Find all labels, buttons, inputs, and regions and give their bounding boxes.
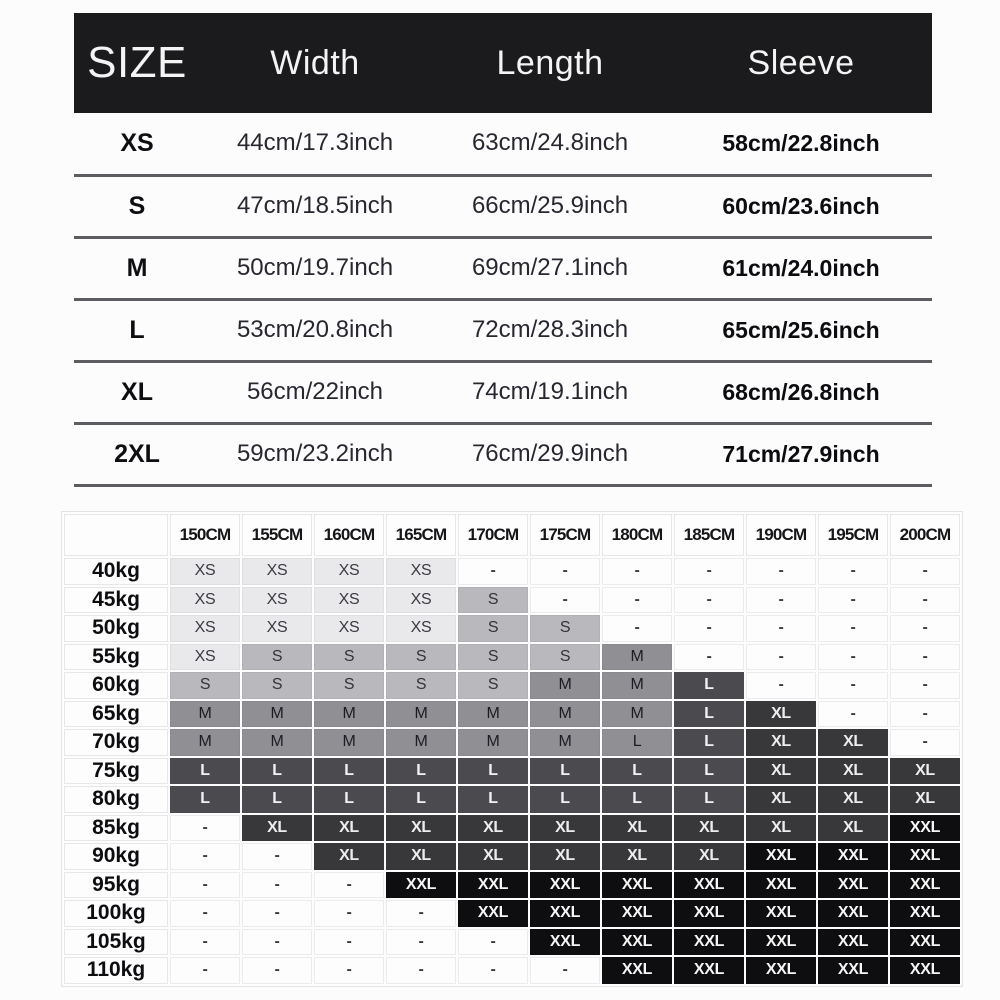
- width-value: 50cm/19.7inch: [236, 254, 394, 281]
- fit-matrix-row: [64, 957, 960, 984]
- fit-cell: M: [386, 729, 456, 756]
- fit-cell: XS: [314, 587, 384, 614]
- fit-cell: L: [314, 758, 384, 785]
- height-col-header: 175CM: [530, 514, 600, 556]
- fit-cell: XXL: [818, 843, 888, 870]
- fit-cell: -: [386, 957, 456, 984]
- fit-cell: S: [170, 672, 240, 699]
- fit-cell: XL: [458, 843, 528, 870]
- fit-cell: -: [170, 843, 240, 870]
- fit-cell: XXL: [674, 957, 744, 984]
- fit-matrix-row: [64, 729, 960, 756]
- height-col-header: 180CM: [602, 514, 672, 556]
- width-value: 53cm/20.8inch: [236, 316, 394, 343]
- size-table-row: [74, 423, 932, 485]
- fit-cell: -: [242, 957, 312, 984]
- fit-cell: XL: [458, 815, 528, 842]
- height-col-header: 195CM: [818, 514, 888, 556]
- size-table-header-row: [74, 13, 932, 113]
- fit-cell: -: [242, 900, 312, 927]
- fit-cell: -: [890, 615, 960, 642]
- fit-cell: XL: [746, 815, 816, 842]
- fit-cell: -: [890, 587, 960, 614]
- size-table-row: [74, 113, 932, 175]
- fit-cell: L: [170, 786, 240, 813]
- fit-cell: S: [314, 644, 384, 671]
- fit-cell: XXL: [602, 900, 672, 927]
- fit-cell: XL: [602, 843, 672, 870]
- fit-cell: XXL: [890, 900, 960, 927]
- height-col-header: 155CM: [242, 514, 312, 556]
- fit-cell: L: [170, 758, 240, 785]
- fit-cell: L: [530, 786, 600, 813]
- fit-cell: -: [890, 729, 960, 756]
- width-value: 44cm/17.3inch: [236, 129, 394, 157]
- fit-cell: XXL: [890, 815, 960, 842]
- weight-row-label: 55kg: [64, 644, 168, 671]
- fit-matrix-corner-cell: [64, 514, 168, 556]
- weight-row-label: 85kg: [64, 815, 168, 842]
- fit-cell: XS: [170, 558, 240, 585]
- fit-cell: L: [530, 758, 600, 785]
- fit-cell: -: [314, 900, 384, 927]
- fit-cell: L: [386, 758, 456, 785]
- fit-cell: -: [314, 957, 384, 984]
- fit-cell: XXL: [458, 872, 528, 899]
- fit-cell: -: [458, 957, 528, 984]
- weight-row-label: 100kg: [64, 900, 168, 927]
- fit-cell: L: [386, 786, 456, 813]
- fit-cell: XL: [818, 758, 888, 785]
- fit-cell: XL: [890, 758, 960, 785]
- fit-cell: XXL: [386, 872, 456, 899]
- fit-cell: XL: [674, 843, 744, 870]
- fit-cell: XXL: [890, 929, 960, 956]
- fit-cell: XL: [818, 786, 888, 813]
- weight-row-label: 105kg: [64, 929, 168, 956]
- fit-cell: S: [242, 672, 312, 699]
- fit-cell: XL: [890, 786, 960, 813]
- fit-cell: -: [746, 558, 816, 585]
- fit-cell: XL: [242, 815, 312, 842]
- weight-row-label: 110kg: [64, 957, 168, 984]
- fit-cell: -: [242, 872, 312, 899]
- length-value: 63cm/24.8inch: [471, 129, 629, 157]
- height-col-header: 165CM: [386, 514, 456, 556]
- fit-cell: XL: [530, 843, 600, 870]
- fit-matrix-row: [64, 701, 960, 728]
- height-col-header: 190CM: [746, 514, 816, 556]
- fit-cell: XL: [818, 729, 888, 756]
- fit-cell: XL: [314, 843, 384, 870]
- size-table-row: [74, 175, 932, 237]
- fit-cell: -: [314, 929, 384, 956]
- size-label: S: [128, 191, 146, 220]
- fit-cell: M: [530, 672, 600, 699]
- fit-cell: M: [314, 701, 384, 728]
- fit-cell: XS: [170, 587, 240, 614]
- fit-cell: L: [242, 758, 312, 785]
- fit-cell: L: [674, 729, 744, 756]
- fit-cell: -: [746, 615, 816, 642]
- fit-cell: -: [674, 644, 744, 671]
- weight-row-label: 60kg: [64, 672, 168, 699]
- fit-cell: M: [170, 729, 240, 756]
- fit-matrix-row: [64, 758, 960, 785]
- fit-cell: S: [458, 587, 528, 614]
- fit-cell: XL: [314, 815, 384, 842]
- length-value: 66cm/25.9inch: [471, 192, 629, 219]
- fit-cell: S: [458, 672, 528, 699]
- fit-cell: -: [818, 644, 888, 671]
- weight-row-label: 70kg: [64, 729, 168, 756]
- fit-cell: -: [170, 929, 240, 956]
- size-label: 2XL: [114, 439, 160, 468]
- fit-cell: XXL: [602, 957, 672, 984]
- fit-cell: -: [818, 672, 888, 699]
- fit-cell: XS: [314, 615, 384, 642]
- fit-matrix-body: [64, 558, 960, 984]
- fit-cell: XS: [170, 615, 240, 642]
- size-col-header-length: Length: [496, 43, 604, 82]
- sleeve-value: 68cm/26.8inch: [722, 378, 880, 405]
- fit-cell: XL: [386, 815, 456, 842]
- fit-matrix-row: [64, 843, 960, 870]
- fit-cell: -: [890, 644, 960, 671]
- size-col-header-sleeve: Sleeve: [747, 43, 855, 82]
- fit-cell: -: [674, 558, 744, 585]
- fit-cell: XXL: [674, 900, 744, 927]
- fit-cell: -: [818, 558, 888, 585]
- size-table-body: [74, 113, 932, 485]
- fit-matrix-row: [64, 587, 960, 614]
- weight-row-label: 50kg: [64, 615, 168, 642]
- fit-cell: XL: [746, 701, 816, 728]
- fit-cell: XXL: [818, 957, 888, 984]
- width-value: 47cm/18.5inch: [236, 192, 394, 219]
- fit-cell: XL: [746, 758, 816, 785]
- fit-cell: -: [242, 843, 312, 870]
- fit-cell: S: [314, 672, 384, 699]
- fit-cell: -: [890, 701, 960, 728]
- fit-cell: M: [530, 701, 600, 728]
- fit-cell: XL: [818, 815, 888, 842]
- fit-cell: M: [242, 701, 312, 728]
- fit-cell: -: [746, 644, 816, 671]
- fit-cell: -: [170, 872, 240, 899]
- fit-cell: -: [458, 558, 528, 585]
- height-col-header: 185CM: [674, 514, 744, 556]
- fit-cell: -: [890, 672, 960, 699]
- size-col-header-width: Width: [270, 43, 360, 82]
- fit-cell: L: [674, 758, 744, 785]
- size-table-row: [74, 237, 932, 299]
- fit-cell: XS: [242, 587, 312, 614]
- height-col-header: 150CM: [170, 514, 240, 556]
- fit-cell: XXL: [674, 929, 744, 956]
- sleeve-value: 61cm/24.0inch: [722, 254, 880, 281]
- height-col-header: 170CM: [458, 514, 528, 556]
- height-weight-fit-matrix: [62, 512, 962, 986]
- fit-cell: XXL: [890, 872, 960, 899]
- fit-matrix-row: [64, 558, 960, 585]
- weight-row-label: 75kg: [64, 758, 168, 785]
- fit-cell: -: [170, 900, 240, 927]
- fit-cell: XS: [386, 587, 456, 614]
- size-col-header-size: SIZE: [87, 38, 187, 87]
- fit-cell: XXL: [746, 843, 816, 870]
- fit-cell: L: [602, 729, 672, 756]
- fit-cell: M: [602, 672, 672, 699]
- fit-cell: M: [458, 729, 528, 756]
- fit-matrix-row: [64, 615, 960, 642]
- size-label: L: [129, 315, 145, 344]
- fit-cell: M: [602, 644, 672, 671]
- fit-cell: -: [170, 957, 240, 984]
- weight-row-label: 95kg: [64, 872, 168, 899]
- fit-matrix-row: [64, 900, 960, 927]
- fit-cell: XXL: [674, 872, 744, 899]
- fit-cell: XXL: [458, 900, 528, 927]
- fit-cell: M: [314, 729, 384, 756]
- length-value: 69cm/27.1inch: [471, 254, 629, 281]
- width-value: 59cm/23.2inch: [236, 440, 394, 467]
- fit-cell: S: [530, 615, 600, 642]
- fit-cell: -: [386, 929, 456, 956]
- fit-cell: M: [530, 729, 600, 756]
- fit-cell: XXL: [530, 929, 600, 956]
- fit-cell: XL: [530, 815, 600, 842]
- fit-cell: -: [602, 615, 672, 642]
- fit-matrix-row: [64, 786, 960, 813]
- fit-cell: XXL: [890, 957, 960, 984]
- fit-cell: S: [530, 644, 600, 671]
- size-label: XL: [121, 377, 153, 406]
- fit-cell: XXL: [818, 929, 888, 956]
- fit-cell: XXL: [818, 900, 888, 927]
- fit-cell: L: [674, 701, 744, 728]
- fit-cell: L: [674, 786, 744, 813]
- fit-cell: -: [890, 558, 960, 585]
- length-value: 74cm/19.1inch: [471, 378, 629, 405]
- fit-cell: XXL: [602, 929, 672, 956]
- fit-cell: S: [458, 615, 528, 642]
- fit-cell: XXL: [746, 957, 816, 984]
- height-col-header: 200CM: [890, 514, 960, 556]
- fit-cell: -: [746, 587, 816, 614]
- fit-cell: XXL: [818, 872, 888, 899]
- width-value: 56cm/22inch: [246, 378, 384, 405]
- fit-cell: -: [818, 587, 888, 614]
- fit-cell: -: [602, 587, 672, 614]
- fit-cell: XL: [386, 843, 456, 870]
- fit-cell: XL: [674, 815, 744, 842]
- weight-row-label: 90kg: [64, 843, 168, 870]
- fit-cell: -: [602, 558, 672, 585]
- fit-cell: -: [674, 587, 744, 614]
- fit-cell: L: [458, 758, 528, 785]
- fit-cell: -: [314, 872, 384, 899]
- fit-matrix-header-row: [64, 514, 960, 556]
- fit-cell: XS: [242, 558, 312, 585]
- length-value: 76cm/29.9inch: [471, 440, 629, 467]
- fit-cell: -: [170, 815, 240, 842]
- height-col-header: 160CM: [314, 514, 384, 556]
- fit-cell: -: [746, 672, 816, 699]
- sleeve-value: 65cm/25.6inch: [722, 316, 880, 343]
- fit-cell: XL: [746, 729, 816, 756]
- fit-cell: XXL: [746, 872, 816, 899]
- fit-cell: S: [242, 644, 312, 671]
- fit-cell: S: [458, 644, 528, 671]
- fit-cell: XXL: [602, 872, 672, 899]
- fit-cell: S: [386, 644, 456, 671]
- size-label: M: [126, 253, 148, 282]
- fit-cell: M: [602, 701, 672, 728]
- fit-cell: L: [674, 672, 744, 699]
- fit-cell: -: [386, 900, 456, 927]
- fit-cell: XXL: [746, 929, 816, 956]
- garment-size-table: [74, 13, 932, 487]
- fit-cell: -: [674, 615, 744, 642]
- fit-matrix-row: [64, 929, 960, 956]
- fit-cell: -: [458, 929, 528, 956]
- fit-cell: L: [602, 758, 672, 785]
- fit-cell: XXL: [746, 900, 816, 927]
- size-label: XS: [120, 128, 154, 157]
- fit-cell: XXL: [890, 843, 960, 870]
- fit-cell: M: [242, 729, 312, 756]
- fit-matrix-row: [64, 672, 960, 699]
- fit-cell: -: [818, 701, 888, 728]
- fit-cell: L: [458, 786, 528, 813]
- size-table-row: [74, 361, 932, 423]
- fit-cell: S: [386, 672, 456, 699]
- fit-cell: L: [602, 786, 672, 813]
- size-table-row: [74, 299, 932, 361]
- fit-cell: XS: [386, 615, 456, 642]
- sleeve-value: 60cm/23.6inch: [722, 192, 880, 219]
- fit-cell: XS: [314, 558, 384, 585]
- fit-matrix-row: [64, 815, 960, 842]
- fit-cell: XS: [242, 615, 312, 642]
- fit-cell: XL: [746, 786, 816, 813]
- sleeve-value: 58cm/22.8inch: [722, 129, 880, 156]
- fit-cell: L: [314, 786, 384, 813]
- weight-row-label: 45kg: [64, 587, 168, 614]
- weight-row-label: 40kg: [64, 558, 168, 585]
- fit-cell: M: [386, 701, 456, 728]
- fit-cell: XS: [170, 644, 240, 671]
- fit-cell: -: [242, 929, 312, 956]
- fit-cell: XXL: [530, 872, 600, 899]
- fit-matrix-row: [64, 644, 960, 671]
- fit-cell: -: [818, 615, 888, 642]
- fit-cell: -: [530, 558, 600, 585]
- fit-cell: XL: [602, 815, 672, 842]
- fit-cell: XXL: [530, 900, 600, 927]
- weight-row-label: 80kg: [64, 786, 168, 813]
- fit-cell: M: [458, 701, 528, 728]
- weight-row-label: 65kg: [64, 701, 168, 728]
- fit-cell: -: [530, 587, 600, 614]
- length-value: 72cm/28.3inch: [471, 316, 629, 343]
- fit-cell: M: [170, 701, 240, 728]
- fit-cell: XS: [386, 558, 456, 585]
- fit-cell: -: [530, 957, 600, 984]
- fit-matrix-row: [64, 872, 960, 899]
- sleeve-value: 71cm/27.9inch: [722, 440, 880, 467]
- fit-cell: L: [242, 786, 312, 813]
